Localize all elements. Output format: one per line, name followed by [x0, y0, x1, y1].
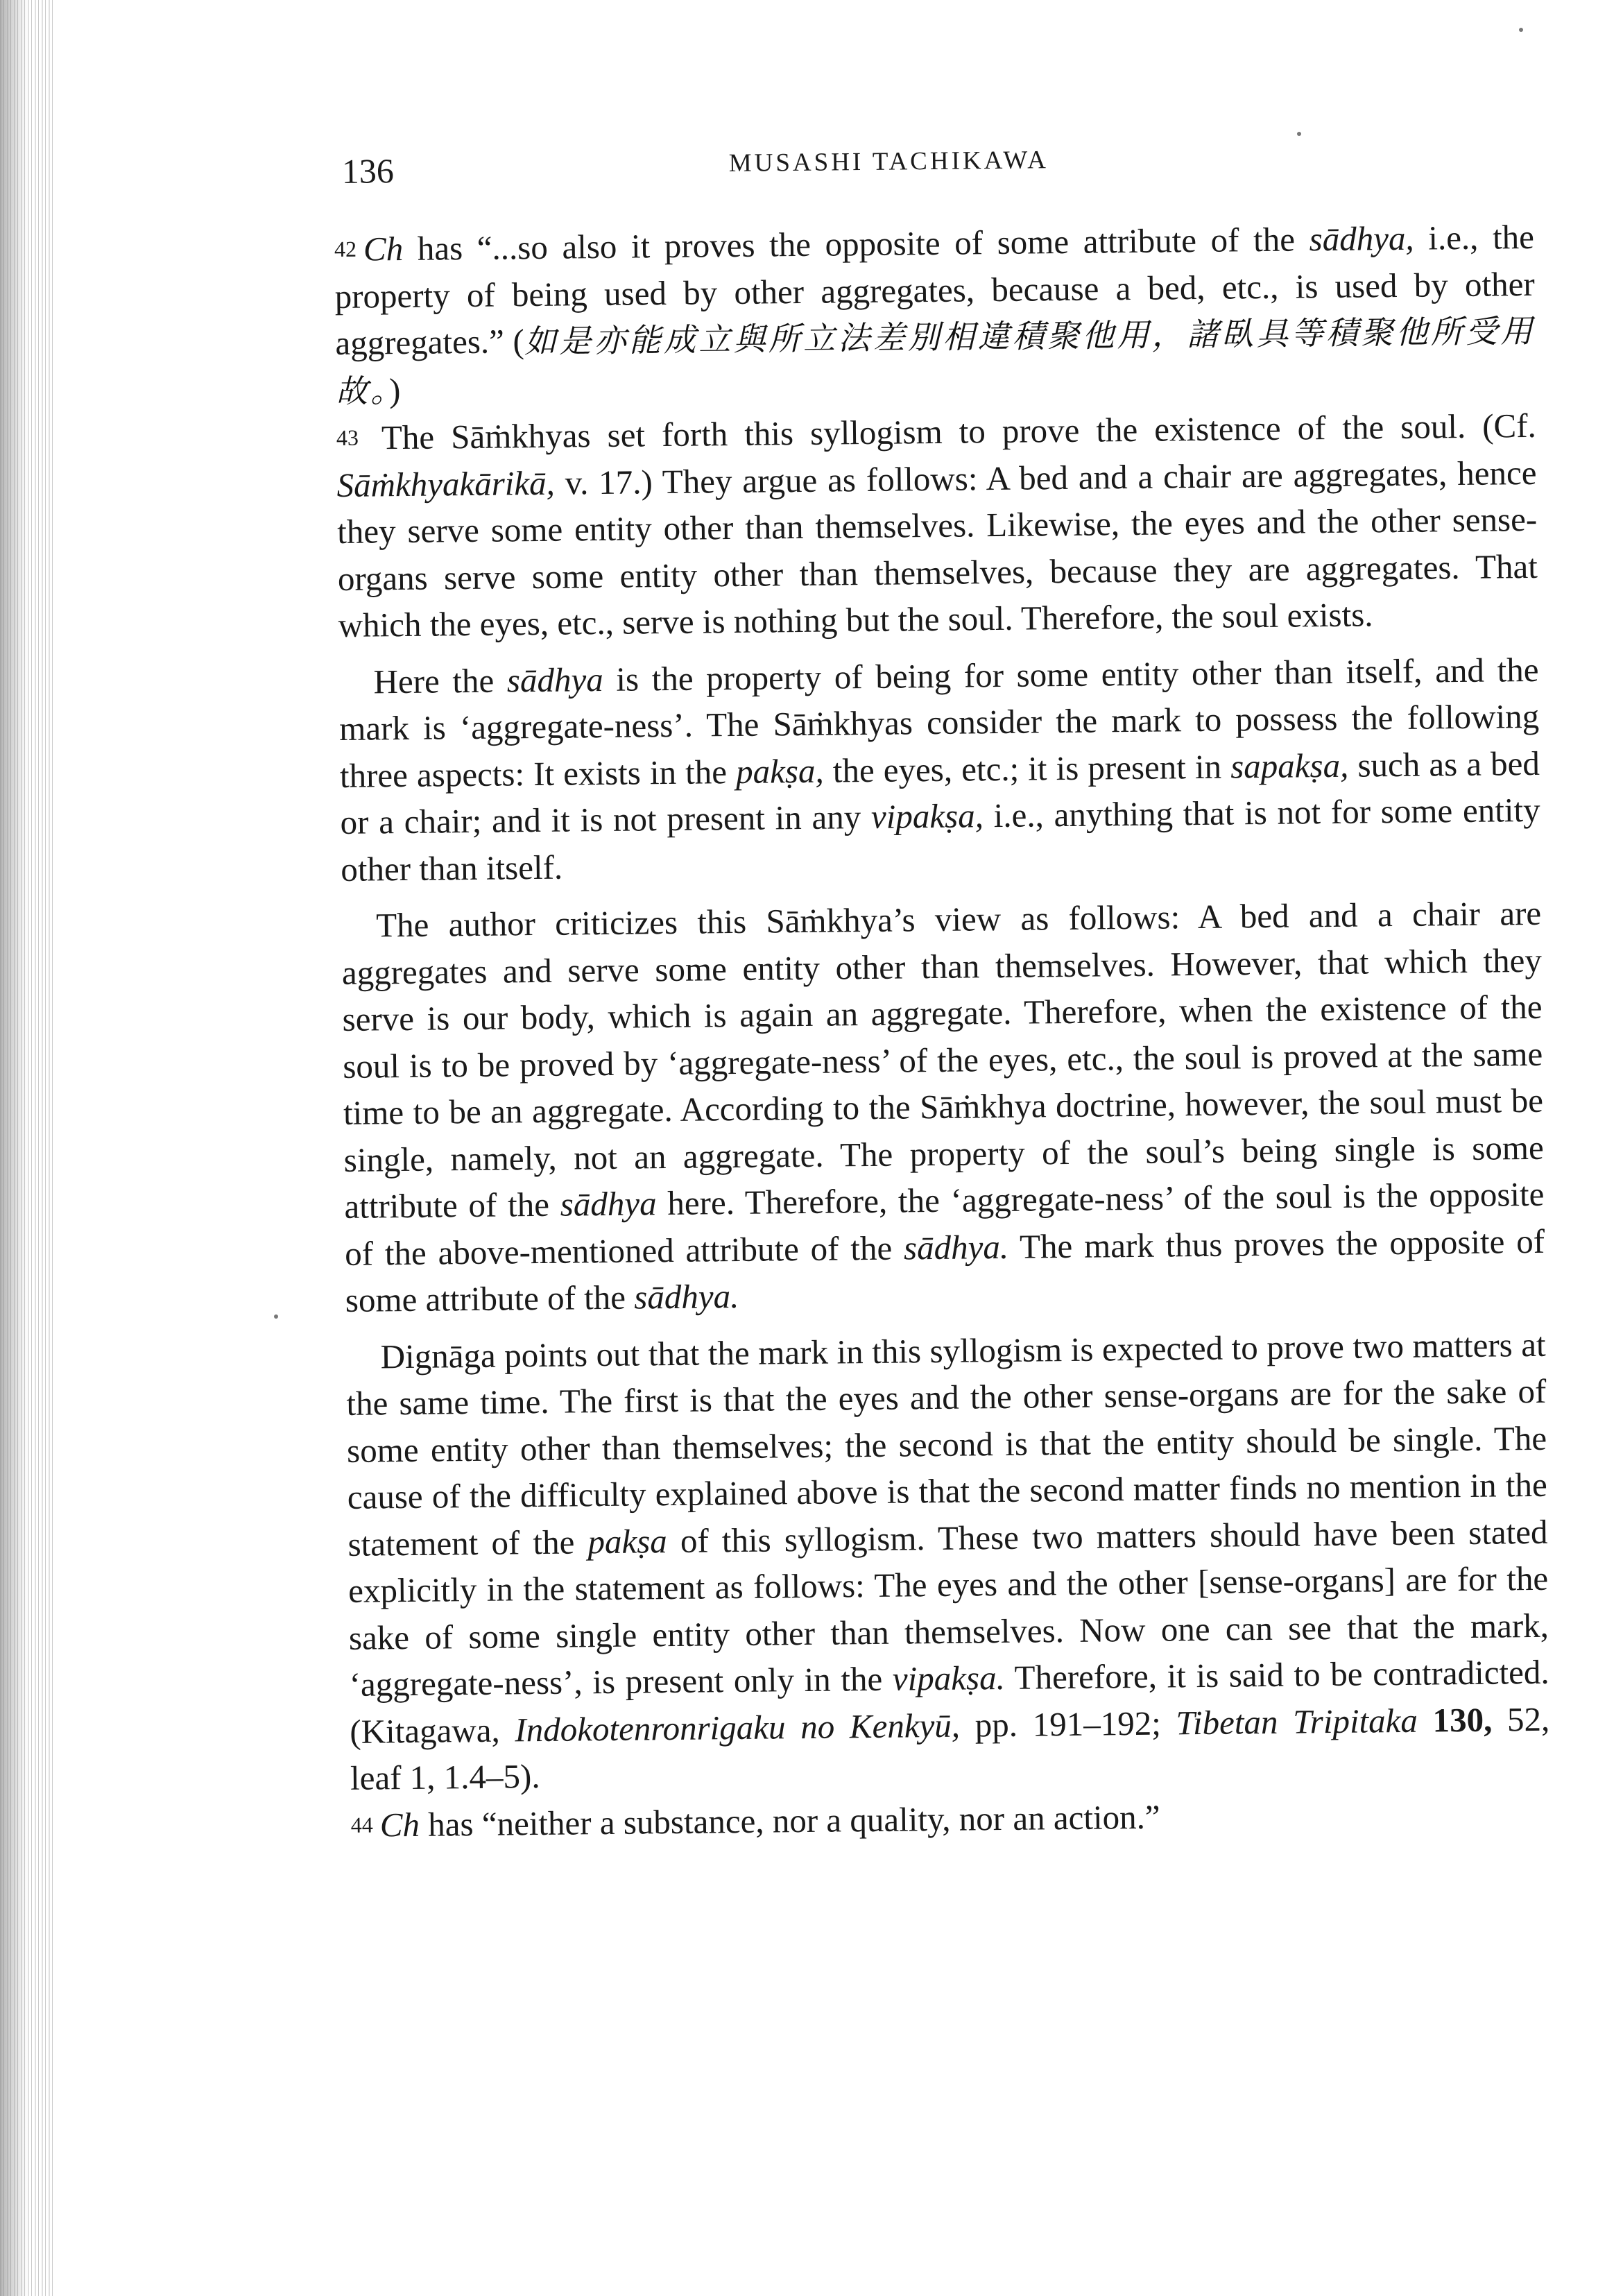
footnote-42: 42 Ch has “...so also it proves the opposite of some attribute of the sādhya, i.e., the property of being used by other aggregates, because a bed, etc., is used by other aggregates.” (如是亦能成立與所立法差別相違積聚他用，諸臥具等積聚他所受用故。) — [334, 217, 1536, 410]
footnotes-body — [334, 214, 1551, 1849]
footnote-43: 43 The Sāṁkhyas set forth this syllogism to prove the existence of the soul. (Cf. Sāṁkhyakārikā, v. 17.) They argue as follows: A bed and a chair are aggregates, hence they serve some entity other than themselves. Likewise, the eyes and the other sense-organs serve some entity other than themselves, because they are aggregates. That which the eyes, etc., serve is nothing but the soul. Therefore, the soul exists. — [336, 406, 1538, 644]
page-number: 136 — [341, 151, 395, 191]
gutter-shade — [0, 0, 28, 2296]
page-header — [333, 105, 1534, 201]
footnote-number: 44 — [350, 1812, 373, 1837]
footnote-number: 43 — [336, 425, 359, 450]
speck — [1519, 28, 1523, 32]
paragraph: The author criticizes this Sāṁkhya’s view as follows: A bed and a chair are aggregates and serve some entity other than themselves. However, that which they serve is our body, which is again an aggregate. Therefore, when the existence of the soul is to be proved by ‘aggregate-ness’ of the eyes, etc., the soul is proved at the same time to be an aggregate. According to the Sāṁkhya doctrine, however, the soul must be single, namely, not an aggregate. The property of the soul’s being single is some attribute of the sādhya here. Therefore, the ‘aggregate-ness’ of the soul is the opposite of the above-mentioned attribute of the sādhya. The mark thus proves the opposite of some attribute of the sādhya. — [341, 893, 1545, 1319]
handwritten-chinese-text: 如是亦能成立與所立法差別相違積聚他用，諸臥具等積聚他所受用故。 — [335, 311, 1536, 410]
running-head: MUSASHI TACHIKAWA — [728, 146, 1049, 178]
footnote-44: 44 Ch has “neither a substance, nor a quality, nor an action.” — [350, 1797, 1160, 1844]
paragraph: Here the sādhya is the property of being for some entity other than itself, and the mark is ‘aggregate-ness’. The Sāṁkhyas consider the mark to possess the following three aspects: It exists in the pakṣa, the eyes, etc.; it is present in sapakṣa, such as a bed or a chair; and it is not present in any vipakṣa, i.e., anything that is not for some entity other than itself. — [338, 650, 1540, 889]
footnote-number: 42 — [334, 236, 357, 262]
paragraph: Dignāga points out that the mark in this syllogism is expected to prove two matters at the same time. The first is that the eyes and the other sense-organs are for the sake of some entity other than themselves; the second is that the entity should be single. The cause of the difficulty explained above is that the second matter finds no mention in the statement of the pakṣa of this syllogism. These two matters should have been stated explicitly in the statement as follows: The eyes and the other [sense-organs] are for the sake of some single entity other than themselves. Now one can see that the mark, ‘aggregate-ness’, is present only in the vipakṣa. Therefore, it is said to be contradicted. (Kitagawa, Indokotenronrigaku no Kenkyū, pp. 191–192; Tibetan Tripitaka 130, 52, leaf 1, 1.4–5). — [346, 1325, 1550, 1797]
page — [333, 105, 1551, 1849]
speck — [274, 1314, 278, 1319]
